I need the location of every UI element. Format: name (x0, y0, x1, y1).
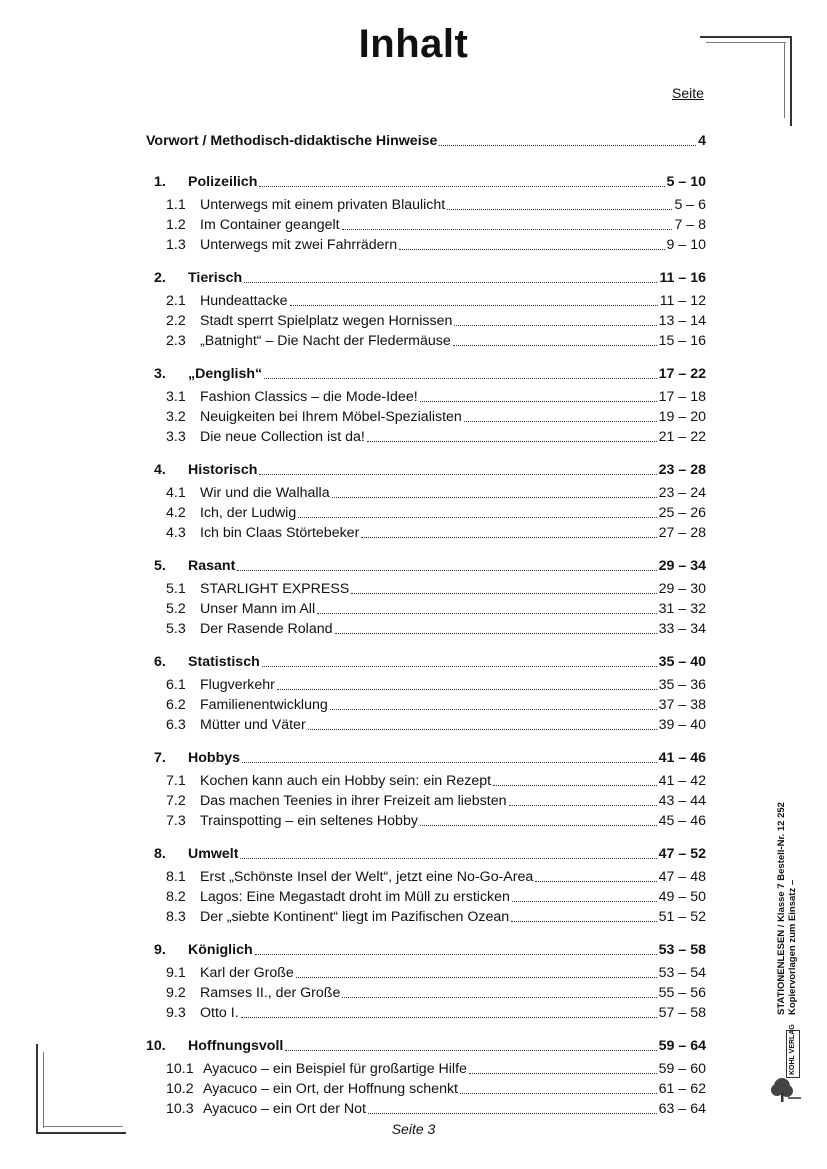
toc-entry-vorwort (146, 131, 706, 151)
toc-entry-page: 35 – 40 (658, 654, 706, 670)
sidebar-line-1: STATIONENLESEN / Klasse 7 Bestell-Nr. 12 252 (776, 802, 787, 1015)
toc-subentry (146, 695, 706, 715)
toc-subentry (146, 963, 706, 983)
corner-decoration-top-right-vertical (790, 36, 792, 126)
toc-entry-label: Kochen kann auch ein Hobby sein: ein Rezept (200, 773, 492, 789)
leader-dots (512, 900, 657, 902)
toc-entry-label: Königlich (188, 942, 253, 958)
toc-entry-page: 11 – 12 (659, 293, 706, 309)
page-column-header: Seite (672, 85, 704, 101)
toc-subentry (146, 1099, 706, 1119)
toc-entry-number: 3.2 (166, 409, 186, 425)
toc-subentry (146, 771, 706, 791)
toc-entry-page: 31 – 32 (658, 601, 706, 617)
leader-dots (308, 728, 657, 730)
toc-entry-number: 7.1 (166, 773, 186, 789)
toc-entry-page: 43 – 44 (658, 793, 706, 809)
toc-entry-label: Der „siebte Kontinent“ liegt im Pazifischen Ozean (200, 909, 510, 925)
chapter-block (146, 460, 706, 543)
toc-entry-number: 1.2 (166, 217, 186, 233)
leader-dots (469, 1072, 657, 1074)
toc-entry-label: Karl der Große (200, 965, 294, 981)
leader-dots (361, 536, 656, 538)
toc-entry-page: 29 – 30 (658, 581, 706, 597)
toc-entry-page: 57 – 58 (658, 1005, 706, 1021)
corner-decoration-top-right-vertical-inner (784, 42, 785, 118)
toc-entry-page: 17 – 18 (658, 389, 706, 405)
toc-subentry (146, 715, 706, 735)
toc-entry-page: 61 – 62 (658, 1081, 706, 1097)
leader-dots (447, 208, 672, 210)
toc-entry-number: 5.2 (166, 601, 186, 617)
toc-entry-page: 63 – 64 (658, 1101, 706, 1117)
leader-dots (277, 688, 657, 690)
toc-entry-label: Die neue Collection ist da! (200, 429, 365, 445)
toc-entry-number: 3.1 (166, 389, 186, 405)
toc-entry-label: Unterwegs mit zwei Fahrrädern (200, 237, 398, 253)
toc-entry-number: 10. (146, 1038, 166, 1054)
toc-entry-label: Hundeattacke (200, 293, 288, 309)
toc-entry-page: 5 – 6 (674, 197, 706, 213)
leader-dots (460, 1092, 657, 1094)
toc-entry-label: Statistisch (188, 654, 260, 670)
toc-entry-page: 9 – 10 (666, 237, 706, 253)
toc-entry-number: 8.3 (166, 909, 186, 925)
leader-dots (244, 281, 657, 283)
leader-dots (342, 228, 673, 230)
publisher-logo: KOHL VERLAG (789, 1024, 796, 1075)
leader-dots (285, 1049, 656, 1051)
corner-decoration-top-right-inner (706, 42, 786, 43)
toc-entry-page: 53 – 54 (658, 965, 706, 981)
leader-dots (317, 612, 657, 614)
toc-entry-label: Tierisch (188, 270, 243, 286)
toc-entry-number: 6.1 (166, 677, 186, 693)
toc-entry-number: 6.2 (166, 697, 186, 713)
toc-entry-label: Umwelt (188, 846, 239, 862)
toc-entry-number: 9.2 (166, 985, 186, 1001)
toc-entry-label: Neuigkeiten bei Ihrem Möbel-Spezialisten (200, 409, 462, 425)
toc-entry-label: Stadt sperrt Spielplatz wegen Hornissen (200, 313, 453, 329)
leader-dots (511, 920, 657, 922)
toc-entry-number: 7.2 (166, 793, 186, 809)
toc-entry-number: 4.1 (166, 485, 186, 501)
toc-entry-page: 13 – 14 (658, 313, 706, 329)
leader-dots (298, 516, 656, 518)
leader-dots (259, 185, 664, 187)
toc-entry-label: Ramses II., der Große (200, 985, 341, 1001)
toc-subentry (146, 619, 706, 639)
toc-entry-number: 5. (154, 558, 166, 574)
toc-entry-number: 2.2 (166, 313, 186, 329)
toc-entry-label: Polizeilich (188, 174, 258, 190)
toc-entry-number: 8.2 (166, 889, 186, 905)
toc-entry-page: 51 – 52 (658, 909, 706, 925)
toc-entry-page: 7 – 8 (674, 217, 706, 233)
sidebar-line-2: Kopiervorlagen zum Einsatz – (787, 879, 798, 1015)
toc-entry-page: 55 – 56 (658, 985, 706, 1001)
chapter-block (146, 940, 706, 1023)
toc-entry-number: 10.3 (166, 1101, 194, 1117)
toc-chapter (146, 364, 706, 384)
table-of-contents (146, 131, 706, 1132)
toc-entry-page: 4 (698, 133, 706, 149)
toc-entry-number: 10.1 (166, 1061, 194, 1077)
toc-entry-page: 19 – 20 (658, 409, 706, 425)
toc-subentry (146, 1003, 706, 1023)
chapter-block (146, 172, 706, 255)
toc-entry-label: Fashion Classics – die Mode-Idee! (200, 389, 418, 405)
leader-dots (351, 592, 656, 594)
toc-subentry (146, 523, 706, 543)
toc-subentry (146, 407, 706, 427)
toc-entry-number: 5.1 (166, 581, 186, 597)
toc-entry-label: Im Container geangelt (200, 217, 340, 233)
chapter-block (146, 1036, 706, 1119)
toc-entry-label: Ich, der Ludwig (200, 505, 297, 521)
toc-entry-label: „Batnight“ – Die Nacht der Fledermäuse (200, 333, 451, 349)
leader-dots (342, 996, 656, 998)
toc-entry-page: 49 – 50 (658, 889, 706, 905)
toc-entry-label: Flugverkehr (200, 677, 275, 693)
toc-entry-page: 33 – 34 (658, 621, 706, 637)
toc-entry-number: 8. (154, 846, 166, 862)
leader-dots (237, 569, 656, 571)
publisher-sidebar (776, 765, 798, 1015)
toc-entry-page: 27 – 28 (658, 525, 706, 541)
toc-entry-label: Ayacuco – ein Beispiel für großartige Hilfe (203, 1061, 467, 1077)
toc-entry-page: 23 – 24 (658, 485, 706, 501)
toc-entry-page: 59 – 64 (658, 1038, 706, 1054)
toc-chapter (146, 844, 706, 864)
toc-entry-label: Historisch (188, 462, 258, 478)
toc-entry-label: Lagos: Eine Megastadt droht im Müll zu ersticken (200, 889, 510, 905)
toc-entry-number: 2.1 (166, 293, 186, 309)
toc-subentry (146, 599, 706, 619)
leader-dots (420, 824, 657, 826)
toc-entry-number: 1.3 (166, 237, 186, 253)
page-title: Inhalt (358, 22, 469, 66)
toc-entry-page: 21 – 22 (658, 429, 706, 445)
leader-dots (330, 708, 657, 710)
toc-entry-number: 5.3 (166, 621, 186, 637)
toc-entry-number: 10.2 (166, 1081, 194, 1097)
toc-chapter (146, 940, 706, 960)
toc-entry-number: 9.3 (166, 1005, 186, 1021)
leader-dots (368, 1112, 657, 1114)
toc-entry-number: 6. (154, 654, 166, 670)
toc-entry-number: 2. (154, 270, 166, 286)
leader-dots (509, 804, 657, 806)
toc-entry-page: 11 – 16 (659, 270, 706, 286)
toc-entry-number: 2.3 (166, 333, 186, 349)
toc-subentry (146, 427, 706, 447)
chapter-block (146, 364, 706, 447)
leader-dots (453, 344, 657, 346)
toc-entry-page: 45 – 46 (658, 813, 706, 829)
toc-entry-label: Unser Mann im All (200, 601, 316, 617)
chapter-block (146, 268, 706, 351)
toc-subentry (146, 907, 706, 927)
toc-chapter (146, 172, 706, 192)
leader-dots (255, 953, 657, 955)
leader-dots (290, 304, 658, 306)
leader-dots (439, 144, 696, 146)
leader-dots (259, 473, 656, 475)
toc-subentry (146, 387, 706, 407)
leader-dots (454, 324, 656, 326)
leader-dots (296, 976, 657, 978)
toc-entry-label: „Denglish“ (188, 366, 263, 382)
toc-entry-number: 4. (154, 462, 166, 478)
corner-decoration-bottom-left-vertical-inner (43, 1052, 44, 1128)
chapter-block (146, 748, 706, 831)
toc-entry-number: 1.1 (166, 197, 186, 213)
leader-dots (367, 440, 657, 442)
leader-dots (241, 1016, 657, 1018)
toc-subentry (146, 215, 706, 235)
toc-entry-page: 5 – 10 (666, 174, 706, 190)
toc-subentry (146, 791, 706, 811)
toc-subentry (146, 483, 706, 503)
toc-entry-page: 47 – 52 (658, 846, 706, 862)
chapter-block (146, 556, 706, 639)
toc-entry-page: 41 – 42 (658, 773, 706, 789)
leader-dots (464, 420, 657, 422)
toc-subentry (146, 195, 706, 215)
toc-subentry (146, 983, 706, 1003)
toc-entry-number: 7. (154, 750, 166, 766)
toc-entry-number: 4.2 (166, 505, 186, 521)
toc-entry-page: 53 – 58 (658, 942, 706, 958)
leader-dots (535, 880, 656, 882)
toc-entry-page: 17 – 22 (658, 366, 706, 382)
toc-entry-label: Rasant (188, 558, 236, 574)
toc-chapter (146, 1036, 706, 1056)
leader-dots (420, 400, 657, 402)
leader-dots (262, 665, 657, 667)
toc-entry-page: 47 – 48 (658, 869, 706, 885)
toc-entry-page: 25 – 26 (658, 505, 706, 521)
toc-entry-number: 8.1 (166, 869, 186, 885)
toc-entry-number: 4.3 (166, 525, 186, 541)
toc-entry-label: Ayacuco – ein Ort, der Hoffnung schenkt (203, 1081, 459, 1097)
toc-entry-page: 37 – 38 (658, 697, 706, 713)
toc-entry-label: Mütter und Väter (200, 717, 306, 733)
corner-decoration-top-right (700, 36, 792, 38)
leader-dots (240, 857, 656, 859)
toc-entry-page: 41 – 46 (658, 750, 706, 766)
toc-entry-label: Otto I. (200, 1005, 239, 1021)
toc-entry-number: 6.3 (166, 717, 186, 733)
toc-entry-label: Trainspotting – ein seltenes Hobby (200, 813, 418, 829)
chapter-block (146, 844, 706, 927)
toc-chapter (146, 556, 706, 576)
toc-entry-number: 3. (154, 366, 166, 382)
toc-entry-page: 29 – 34 (658, 558, 706, 574)
toc-entry-label: Hoffnungsvoll (188, 1038, 284, 1054)
toc-subentry (146, 811, 706, 831)
toc-entry-page: 15 – 16 (658, 333, 706, 349)
toc-entry-label: Erst „Schönste Insel der Welt“, jetzt eine No-Go-Area (200, 869, 534, 885)
leader-dots (242, 761, 657, 763)
toc-subentry (146, 503, 706, 523)
toc-chapter (146, 748, 706, 768)
toc-subentry (146, 1079, 706, 1099)
toc-entry-label: Das machen Teenies in ihrer Freizeit am liebsten (200, 793, 507, 809)
toc-subentry (146, 331, 706, 351)
toc-entry-label: STARLIGHT EXPRESS (200, 581, 350, 597)
page-footer: Seite 3 (391, 1121, 436, 1137)
toc-subentry (146, 579, 706, 599)
leader-dots (399, 248, 664, 250)
toc-chapter (146, 652, 706, 672)
leader-dots (335, 632, 657, 634)
chapter-block (146, 652, 706, 735)
toc-entry-label: Wir und die Walhalla (200, 485, 330, 501)
toc-entry-page: 59 – 60 (658, 1061, 706, 1077)
toc-entry-number: 3.3 (166, 429, 186, 445)
toc-entry-label: Unterwegs mit einem privaten Blaulicht (200, 197, 446, 213)
toc-subentry (146, 311, 706, 331)
tree-logo-icon (768, 1074, 802, 1104)
toc-chapter (146, 268, 706, 288)
toc-entry-number: 9. (154, 942, 166, 958)
toc-entry-page: 39 – 40 (658, 717, 706, 733)
toc-entry-label: Ich bin Claas Störtebeker (200, 525, 360, 541)
leader-dots (264, 377, 657, 379)
toc-subentry (146, 867, 706, 887)
leader-dots (493, 784, 657, 786)
toc-subentry (146, 675, 706, 695)
toc-entry-label: Hobbys (188, 750, 241, 766)
toc-chapter (146, 460, 706, 480)
toc-entry-label: Vorwort / Methodisch-didaktische Hinweise (146, 133, 438, 149)
toc-entry-number: 9.1 (166, 965, 186, 981)
chapter-list (146, 172, 706, 1119)
toc-subentry (146, 887, 706, 907)
toc-entry-page: 35 – 36 (658, 677, 706, 693)
toc-entry-label: Familienentwicklung (200, 697, 328, 713)
toc-subentry (146, 1059, 706, 1079)
leader-dots (332, 496, 657, 498)
toc-entry-number: 1. (154, 174, 166, 190)
toc-entry-label: Ayacuco – ein Ort der Not (203, 1101, 366, 1117)
toc-entry-page: 23 – 28 (658, 462, 706, 478)
toc-subentry (146, 291, 706, 311)
toc-entry-label: Der Rasende Roland (200, 621, 333, 637)
toc-entry-number: 7.3 (166, 813, 186, 829)
toc-subentry (146, 235, 706, 255)
